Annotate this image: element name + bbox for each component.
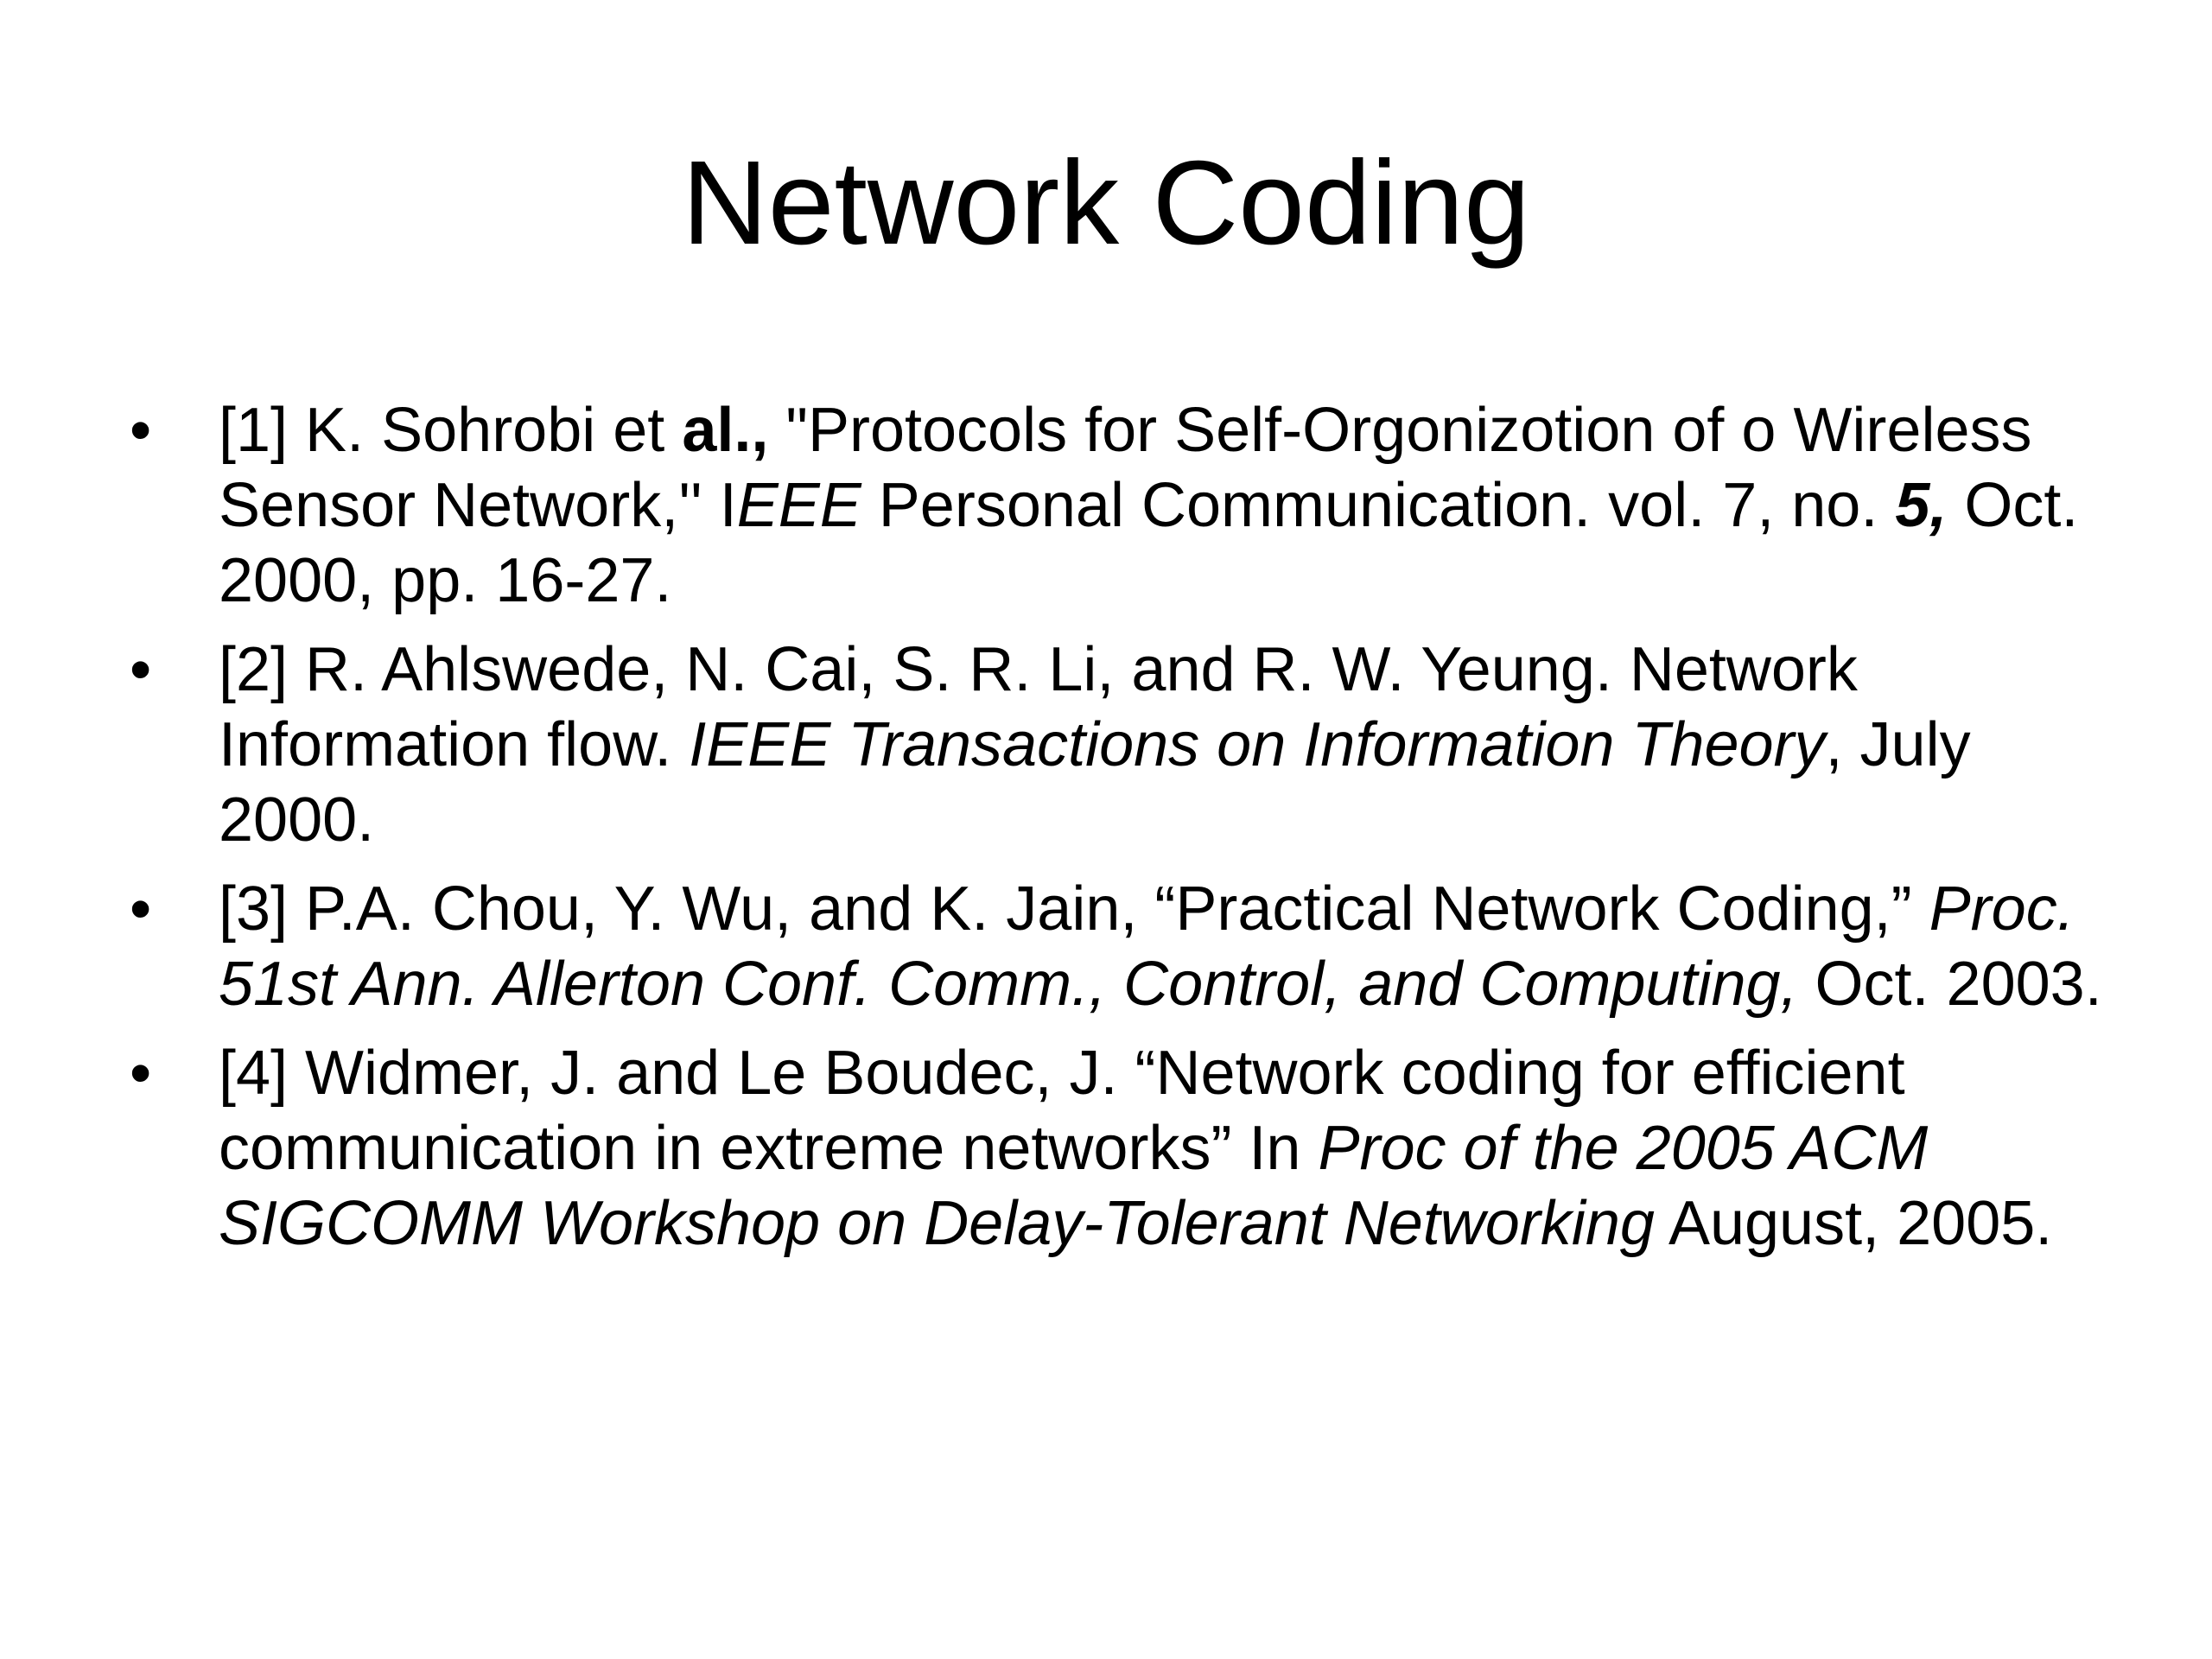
reference-text — [219, 635, 1971, 855]
reference-segment: [4] Widmer, J. and Le Boudec, J. “Network coding for efficient communication in extreme networks” In — [219, 1039, 1905, 1183]
reference-segment: IEEE Transactions on Information Theory — [689, 710, 1826, 779]
reference-segment: [1] K. Sohrobi et — [219, 396, 683, 465]
reference-segment: August, 2005. — [1654, 1189, 2053, 1258]
reference-segment: Oct. 2000, pp. 16-27. — [219, 471, 2079, 615]
reference-segment: , July 2000. — [219, 710, 1971, 855]
reference-segment: Personal Communication. vol. 7, no. — [861, 471, 1896, 540]
reference-segment: Proc. 51st Ann. Allerton Conf. Comm., Control, and Computing, — [219, 874, 2075, 1019]
reference-item-1 — [130, 393, 2117, 619]
reference-segment: "Protocols for Self-Orgonizotion of o Wireless Sensor Network,'' I — [219, 396, 2032, 540]
bullet-icon: • — [130, 635, 152, 704]
reference-item-3 — [130, 872, 2117, 1022]
bullet-icon: • — [130, 1039, 152, 1108]
reference-item-4 — [130, 1036, 2117, 1262]
bullet-icon: • — [130, 396, 152, 465]
reference-text — [219, 874, 2102, 1019]
reference-segment: Proc of the 2005 ACM SIGCOMM Workshop on Delay-Tolerant Networking — [219, 1114, 1929, 1258]
bullet-icon: • — [130, 874, 152, 944]
reference-text — [219, 396, 2078, 615]
reference-item-2 — [130, 632, 2117, 858]
reference-segment: [2] R. Ahlswede, N. Cai, S. R. Li, and R. W. Yeung. Network Information flow. — [219, 635, 1858, 779]
reference-text — [219, 1039, 2052, 1258]
reference-segment: [3] P.A. Chou, Y. Wu, and K. Jain, “Practical Network Coding,” — [219, 874, 1929, 944]
reference-segment: EEE — [736, 471, 861, 540]
reference-list — [130, 393, 2117, 1275]
reference-segment: 5, — [1895, 471, 1948, 540]
reference-segment: al., — [682, 396, 769, 465]
slide-title: Network Coding — [682, 137, 1530, 270]
reference-segment: Oct. 2003. — [1797, 950, 2102, 1019]
